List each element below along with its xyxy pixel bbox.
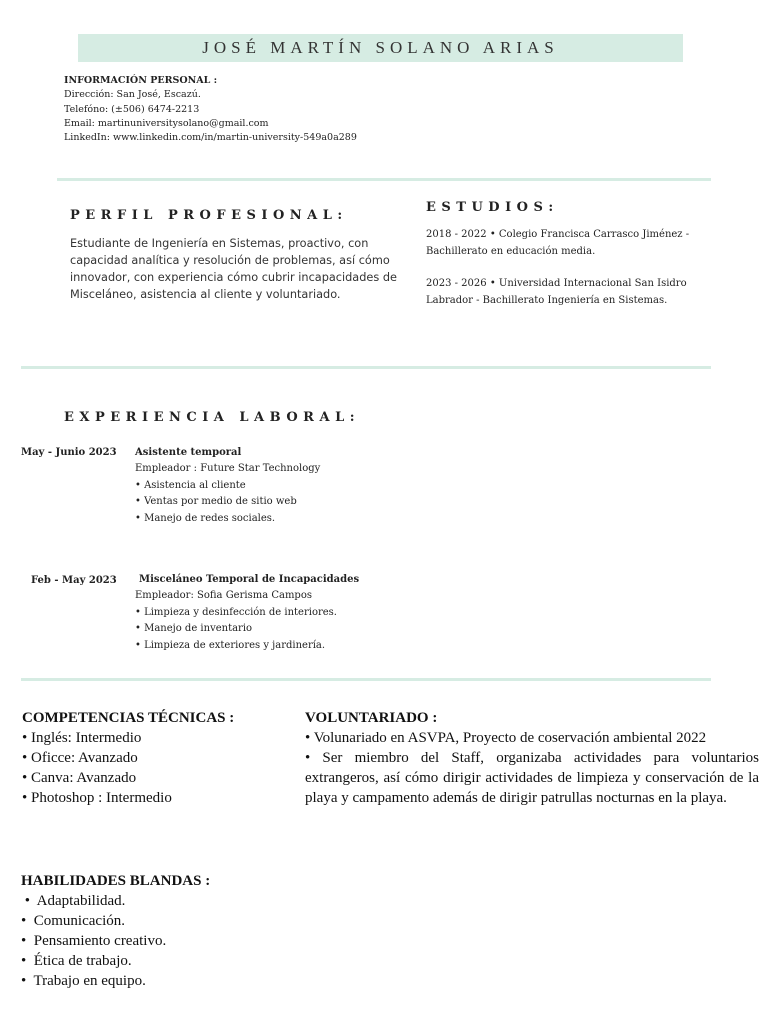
job-date: May - Junio 2023 (21, 447, 117, 458)
name-banner (78, 34, 683, 62)
competencia-item: • Photoshop : Intermedio (22, 790, 172, 806)
voluntariado-title: VOLUNTARIADO : (305, 710, 438, 726)
job-title: Misceláneo Temporal de Incapacidades (139, 574, 360, 585)
job-entry (135, 445, 320, 527)
competencia-item: • Oficce: Avanzado (22, 750, 138, 766)
personal-info (64, 74, 357, 145)
estudio-item: 2023 - 2026 • Universidad Internacional San Isidro Labrador - Bachillerato Ingeniería en Sistemas. (426, 278, 687, 306)
habilidades-section (21, 871, 210, 991)
address: Dirección: San José, Escazú. (64, 89, 201, 101)
perfil-title: PERFIL PROFESIONAL: (70, 208, 348, 223)
habilidades-title: HABILIDADES BLANDAS : (21, 873, 211, 889)
habilidad-item: • Ética de trabajo. (21, 953, 132, 969)
competencias-title: COMPETENCIAS TÉCNICAS : (22, 710, 235, 726)
job-bullet: • Ventas por medio de sitio web (135, 496, 297, 508)
job-bullet: • Limpieza y desinfección de interiores. (135, 606, 337, 618)
job-bullet: • Manejo de redes sociales. (135, 512, 276, 524)
job-bullet: • Manejo de inventario (135, 623, 253, 635)
job-entry (135, 572, 359, 654)
estudio-item: 2018 - 2022 • Colegio Francisca Carrasco Jiménez - Bachillerato en educación media. (426, 229, 690, 257)
habilidad-item: • Trabajo en equipo. (21, 973, 146, 989)
habilidad-item: • Adaptabilidad. (21, 893, 126, 909)
divider (21, 678, 711, 681)
competencias-section (22, 708, 234, 808)
candidate-name: JOSÉ MARTÍN SOLANO ARIAS (202, 38, 559, 57)
estudios-title: ESTUDIOS: (426, 200, 559, 215)
job-employer: Empleador: Sofia Gerisma Campos (135, 590, 312, 602)
phone: Telefóno: (±506) 6474-2213 (64, 103, 200, 115)
linkedin: LinkedIn: www.linkedin.com/in/martin-university-549a0a289 (64, 132, 357, 144)
competencia-item: • Canva: Avanzado (22, 770, 137, 786)
divider (21, 366, 711, 369)
divider (57, 178, 711, 181)
personal-info-title: INFORMACIÓN PERSONAL : (64, 75, 218, 86)
email: Email: martinuniversitysolano@gmail.com (64, 117, 269, 129)
experiencia-title: EXPERIENCIA LABORAL: (64, 410, 361, 425)
job-bullet: • Limpieza de exteriores y jardinería. (135, 639, 326, 651)
habilidad-item: • Comunicación. (21, 913, 125, 929)
habilidad-item: • Pensamiento creativo. (21, 933, 167, 949)
job-bullet: • Asistencia al cliente (135, 479, 246, 491)
competencia-item: • Inglés: Intermedio (22, 730, 142, 746)
voluntariado-item: • Volunariado en ASVPA, Proyecto de coservación ambiental 2022 (305, 730, 707, 746)
perfil-text: Estudiante de Ingeniería en Sistemas, proactivo, con capacidad analítica y resolución de problemas, así cómo innovador, con experiencia cómo cubrir incapacidades de Misceláneo, asistencia al cliente y voluntariado. (70, 237, 397, 301)
voluntariado-section (305, 708, 759, 808)
job-employer: Empleador : Future Star Technology (135, 463, 321, 475)
job-title: Asistente temporal (135, 447, 242, 458)
job-date: Feb - May 2023 (31, 575, 117, 586)
voluntariado-item: • Ser miembro del Staff, organizaba actividades para voluntarios extrangeros, así cómo dirigir actividades de limpieza y conservación de la playa y campamento además de dirigir patrullas nocturnas en la playa. (305, 750, 759, 806)
